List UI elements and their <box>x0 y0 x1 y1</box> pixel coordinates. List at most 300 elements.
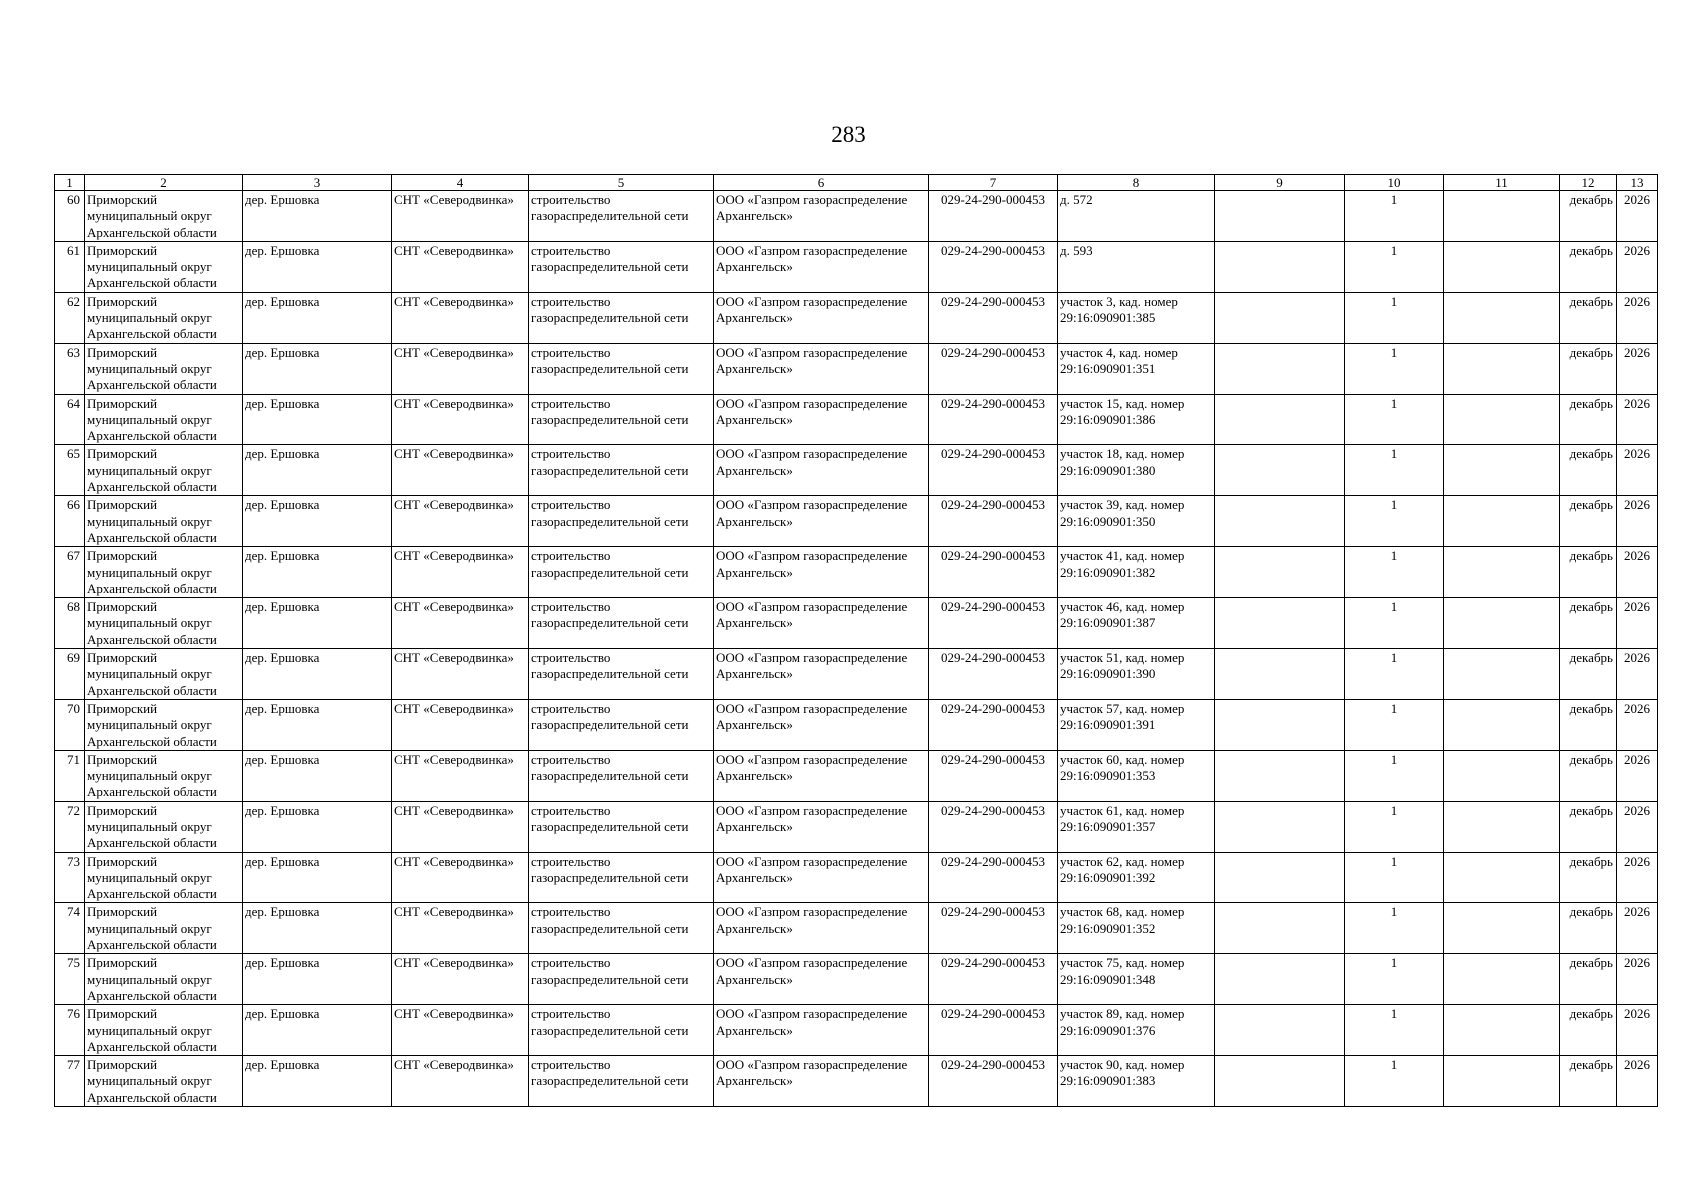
cell-municipality <box>85 292 243 343</box>
cell-address-line: 29:16:090901:348 <box>1060 971 1156 987</box>
cell-col9 <box>1215 903 1345 954</box>
cell-row-number: 66 <box>55 496 85 547</box>
cell-municipality <box>85 241 243 292</box>
cell-address <box>1058 343 1215 394</box>
cell-quantity: 1 <box>1345 1005 1444 1056</box>
register-table <box>54 174 1658 1107</box>
cell-month: декабрь <box>1560 1005 1617 1056</box>
cell-col9 <box>1215 496 1345 547</box>
cell-purpose <box>529 343 714 394</box>
cell-row-number: 73 <box>55 852 85 903</box>
cell-municipality-line: Приморский <box>87 650 158 666</box>
cell-settlement: дер. Ершовка <box>243 598 392 649</box>
cell-municipality-line: Архангельской области <box>87 937 217 953</box>
cell-organization-line: ООО «Газпром газораспределение <box>716 548 908 564</box>
cell-address-line: 29:16:090901:383 <box>1060 1073 1156 1089</box>
cell-municipality-line: муниципальный округ <box>87 259 212 275</box>
cell-settlement: дер. Ершовка <box>243 750 392 801</box>
cell-code: 029-24-290-000453 <box>929 750 1058 801</box>
cell-address-line: 29:16:090901:376 <box>1060 1022 1156 1038</box>
cell-year: 2026 <box>1617 598 1658 649</box>
cell-municipality-line: Архангельской области <box>87 479 217 495</box>
column-header-1: 1 <box>55 175 85 191</box>
column-header-13: 13 <box>1617 175 1658 191</box>
cell-col11 <box>1444 903 1560 954</box>
cell-municipality <box>85 496 243 547</box>
cell-col11 <box>1444 801 1560 852</box>
cell-organization <box>714 750 929 801</box>
cell-organization <box>714 1005 929 1056</box>
cell-code: 029-24-290-000453 <box>929 954 1058 1005</box>
cell-municipality-line: муниципальный округ <box>87 208 212 224</box>
cell-purpose-line: строительство <box>531 548 611 564</box>
cell-purpose <box>529 649 714 700</box>
cell-year: 2026 <box>1617 1005 1658 1056</box>
cell-address <box>1058 292 1215 343</box>
table-body <box>55 191 1658 1107</box>
cell-code: 029-24-290-000453 <box>929 547 1058 598</box>
cell-snt: СНТ «Северодвинка» <box>392 292 529 343</box>
cell-code: 029-24-290-000453 <box>929 292 1058 343</box>
cell-municipality-line: Приморский <box>87 344 158 360</box>
cell-col11 <box>1444 649 1560 700</box>
cell-year: 2026 <box>1617 394 1658 445</box>
cell-year: 2026 <box>1617 241 1658 292</box>
cell-organization-line: ООО «Газпром газораспределение <box>716 599 908 615</box>
cell-code: 029-24-290-000453 <box>929 852 1058 903</box>
cell-municipality-line: муниципальный округ <box>87 615 212 631</box>
cell-row-number: 76 <box>55 1005 85 1056</box>
cell-purpose-line: газораспределительной сети <box>531 615 689 631</box>
cell-municipality <box>85 598 243 649</box>
cell-address-line: участок 39, кад. номер <box>1060 497 1185 513</box>
cell-col11 <box>1444 547 1560 598</box>
cell-quantity: 1 <box>1345 496 1444 547</box>
cell-organization-line: Архангельск» <box>716 818 793 834</box>
cell-organization-line: Архангельск» <box>716 717 793 733</box>
cell-col11 <box>1444 1005 1560 1056</box>
cell-organization-line: ООО «Газпром газораспределение <box>716 344 908 360</box>
cell-address-line: участок 51, кад. номер <box>1060 650 1185 666</box>
cell-purpose-line: газораспределительной сети <box>531 818 689 834</box>
cell-purpose-line: строительство <box>531 700 611 716</box>
cell-quantity: 1 <box>1345 343 1444 394</box>
cell-purpose-line: строительство <box>531 1057 611 1073</box>
cell-municipality-line: муниципальный округ <box>87 411 212 427</box>
cell-municipality-line: Архангельской области <box>87 835 217 851</box>
cell-address <box>1058 394 1215 445</box>
cell-col9 <box>1215 445 1345 496</box>
cell-purpose-line: строительство <box>531 344 611 360</box>
cell-col11 <box>1444 598 1560 649</box>
cell-organization-line: ООО «Газпром газораспределение <box>716 293 908 309</box>
cell-municipality-line: Архангельской области <box>87 886 217 902</box>
cell-municipality-line: муниципальный округ <box>87 310 212 326</box>
cell-quantity: 1 <box>1345 445 1444 496</box>
cell-settlement: дер. Ершовка <box>243 649 392 700</box>
cell-code: 029-24-290-000453 <box>929 394 1058 445</box>
column-header-6: 6 <box>714 175 929 191</box>
table-header <box>55 175 1658 191</box>
column-header-10: 10 <box>1345 175 1444 191</box>
cell-municipality <box>85 954 243 1005</box>
cell-month: декабрь <box>1560 750 1617 801</box>
cell-organization <box>714 445 929 496</box>
column-header-8: 8 <box>1058 175 1215 191</box>
cell-code: 029-24-290-000453 <box>929 496 1058 547</box>
table-row <box>55 496 1658 547</box>
cell-purpose <box>529 699 714 750</box>
cell-year: 2026 <box>1617 954 1658 1005</box>
cell-settlement: дер. Ершовка <box>243 699 392 750</box>
table-row <box>55 954 1658 1005</box>
cell-quantity: 1 <box>1345 292 1444 343</box>
table-row <box>55 343 1658 394</box>
cell-col9 <box>1215 649 1345 700</box>
cell-organization-line: Архангельск» <box>716 259 793 275</box>
cell-municipality-line: Приморский <box>87 955 158 971</box>
cell-address <box>1058 598 1215 649</box>
cell-organization-line: Архангельск» <box>716 462 793 478</box>
cell-row-number: 71 <box>55 750 85 801</box>
cell-col9 <box>1215 801 1345 852</box>
cell-quantity: 1 <box>1345 547 1444 598</box>
cell-quantity: 1 <box>1345 954 1444 1005</box>
cell-col11 <box>1444 954 1560 1005</box>
cell-municipality-line: муниципальный округ <box>87 869 212 885</box>
cell-col9 <box>1215 241 1345 292</box>
cell-address-line: 29:16:090901:385 <box>1060 310 1156 326</box>
cell-quantity: 1 <box>1345 394 1444 445</box>
cell-purpose <box>529 954 714 1005</box>
cell-col9 <box>1215 699 1345 750</box>
cell-municipality-line: Приморский <box>87 700 158 716</box>
table-row <box>55 191 1658 242</box>
cell-snt: СНТ «Северодвинка» <box>392 801 529 852</box>
cell-municipality <box>85 649 243 700</box>
cell-snt: СНТ «Северодвинка» <box>392 394 529 445</box>
cell-quantity: 1 <box>1345 852 1444 903</box>
cell-col9 <box>1215 954 1345 1005</box>
cell-address <box>1058 954 1215 1005</box>
cell-quantity: 1 <box>1345 191 1444 242</box>
cell-organization-line: ООО «Газпром газораспределение <box>716 955 908 971</box>
cell-settlement: дер. Ершовка <box>243 394 392 445</box>
cell-quantity: 1 <box>1345 699 1444 750</box>
cell-address-line: 29:16:090901:351 <box>1060 360 1156 376</box>
cell-municipality-line: Архангельской области <box>87 529 217 545</box>
cell-snt: СНТ «Северодвинка» <box>392 1005 529 1056</box>
cell-organization-line: ООО «Газпром газораспределение <box>716 192 908 207</box>
cell-municipality-line: Приморский <box>87 395 158 411</box>
cell-col11 <box>1444 191 1560 242</box>
cell-municipality-line: Приморский <box>87 242 158 258</box>
cell-col11 <box>1444 343 1560 394</box>
cell-municipality-line: Архангельской области <box>87 224 217 240</box>
cell-quantity: 1 <box>1345 598 1444 649</box>
table-row <box>55 547 1658 598</box>
cell-organization-line: ООО «Газпром газораспределение <box>716 446 908 462</box>
cell-purpose-line: газораспределительной сети <box>531 666 689 682</box>
cell-col11 <box>1444 1056 1560 1107</box>
cell-municipality <box>85 1056 243 1107</box>
cell-municipality-line: Приморский <box>87 599 158 615</box>
cell-settlement: дер. Ершовка <box>243 191 392 242</box>
cell-col9 <box>1215 292 1345 343</box>
cell-snt: СНТ «Северодвинка» <box>392 343 529 394</box>
cell-address <box>1058 699 1215 750</box>
cell-col9 <box>1215 852 1345 903</box>
cell-organization <box>714 191 929 242</box>
cell-address <box>1058 1056 1215 1107</box>
cell-snt: СНТ «Северодвинка» <box>392 547 529 598</box>
cell-organization-line: ООО «Газпром газораспределение <box>716 650 908 666</box>
cell-year: 2026 <box>1617 801 1658 852</box>
cell-quantity: 1 <box>1345 241 1444 292</box>
cell-municipality <box>85 750 243 801</box>
cell-snt: СНТ «Северодвинка» <box>392 191 529 242</box>
cell-municipality <box>85 343 243 394</box>
cell-year: 2026 <box>1617 191 1658 242</box>
cell-organization-line: Архангельск» <box>716 310 793 326</box>
cell-address-line: 29:16:090901:390 <box>1060 666 1156 682</box>
cell-purpose-line: строительство <box>531 192 611 207</box>
cell-purpose-line: газораспределительной сети <box>531 208 689 224</box>
cell-address-line: участок 41, кад. номер <box>1060 548 1185 564</box>
cell-purpose-line: газораспределительной сети <box>531 462 689 478</box>
cell-col11 <box>1444 496 1560 547</box>
cell-organization-line: Архангельск» <box>716 513 793 529</box>
cell-purpose <box>529 394 714 445</box>
cell-month: декабрь <box>1560 649 1617 700</box>
cell-row-number: 67 <box>55 547 85 598</box>
table-row <box>55 699 1658 750</box>
cell-quantity: 1 <box>1345 750 1444 801</box>
cell-col11 <box>1444 750 1560 801</box>
cell-month: декабрь <box>1560 394 1617 445</box>
cell-municipality-line: Архангельской области <box>87 1038 217 1054</box>
cell-row-number: 74 <box>55 903 85 954</box>
cell-organization <box>714 699 929 750</box>
cell-year: 2026 <box>1617 292 1658 343</box>
cell-organization-line: ООО «Газпром газораспределение <box>716 853 908 869</box>
table-row <box>55 1056 1658 1107</box>
table-row <box>55 292 1658 343</box>
cell-address <box>1058 496 1215 547</box>
cell-organization <box>714 954 929 1005</box>
cell-address-line: участок 61, кад. номер <box>1060 802 1185 818</box>
cell-col11 <box>1444 699 1560 750</box>
cell-address-line: д. 593 <box>1060 242 1093 258</box>
cell-settlement: дер. Ершовка <box>243 852 392 903</box>
column-header-4: 4 <box>392 175 529 191</box>
cell-organization <box>714 903 929 954</box>
cell-row-number: 61 <box>55 241 85 292</box>
cell-purpose-line: строительство <box>531 802 611 818</box>
cell-month: декабрь <box>1560 547 1617 598</box>
cell-address-line: 29:16:090901:382 <box>1060 564 1156 580</box>
cell-snt: СНТ «Северодвинка» <box>392 1056 529 1107</box>
cell-municipality <box>85 852 243 903</box>
cell-purpose-line: газораспределительной сети <box>531 869 689 885</box>
cell-address-line: 29:16:090901:392 <box>1060 869 1156 885</box>
cell-address-line: участок 75, кад. номер <box>1060 955 1185 971</box>
cell-purpose-line: строительство <box>531 599 611 615</box>
cell-address-line: участок 60, кад. номер <box>1060 751 1185 767</box>
cell-address <box>1058 241 1215 292</box>
cell-snt: СНТ «Северодвинка» <box>392 649 529 700</box>
cell-purpose-line: газораспределительной сети <box>531 1073 689 1089</box>
cell-col9 <box>1215 750 1345 801</box>
cell-organization-line: Архангельск» <box>716 208 793 224</box>
cell-col11 <box>1444 852 1560 903</box>
cell-purpose <box>529 191 714 242</box>
cell-month: декабрь <box>1560 801 1617 852</box>
cell-municipality <box>85 699 243 750</box>
cell-snt: СНТ «Северодвинка» <box>392 496 529 547</box>
cell-address-line: участок 90, кад. номер <box>1060 1057 1185 1073</box>
cell-snt: СНТ «Северодвинка» <box>392 750 529 801</box>
cell-address-line: участок 15, кад. номер <box>1060 395 1185 411</box>
cell-address-line: 29:16:090901:386 <box>1060 411 1156 427</box>
cell-month: декабрь <box>1560 903 1617 954</box>
cell-purpose <box>529 445 714 496</box>
cell-code: 029-24-290-000453 <box>929 1056 1058 1107</box>
cell-purpose-line: строительство <box>531 446 611 462</box>
cell-month: декабрь <box>1560 699 1617 750</box>
cell-purpose-line: строительство <box>531 395 611 411</box>
cell-col9 <box>1215 1056 1345 1107</box>
cell-municipality-line: муниципальный округ <box>87 666 212 682</box>
cell-row-number: 60 <box>55 191 85 242</box>
cell-organization-line: Архангельск» <box>716 920 793 936</box>
cell-row-number: 62 <box>55 292 85 343</box>
cell-organization <box>714 547 929 598</box>
table-row <box>55 750 1658 801</box>
column-header-12: 12 <box>1560 175 1617 191</box>
cell-organization-line: ООО «Газпром газораспределение <box>716 497 908 513</box>
cell-municipality-line: муниципальный округ <box>87 513 212 529</box>
cell-month: декабрь <box>1560 1056 1617 1107</box>
column-header-2: 2 <box>85 175 243 191</box>
cell-municipality-line: муниципальный округ <box>87 768 212 784</box>
cell-municipality-line: Архангельской области <box>87 275 217 291</box>
cell-organization <box>714 241 929 292</box>
cell-municipality-line: Приморский <box>87 192 158 207</box>
cell-municipality-line: Приморский <box>87 904 158 920</box>
cell-col11 <box>1444 394 1560 445</box>
cell-municipality-line: муниципальный округ <box>87 920 212 936</box>
cell-year: 2026 <box>1617 903 1658 954</box>
cell-purpose-line: строительство <box>531 904 611 920</box>
cell-municipality-line: Приморский <box>87 802 158 818</box>
cell-address <box>1058 191 1215 242</box>
header-row <box>55 175 1658 191</box>
cell-col9 <box>1215 1005 1345 1056</box>
column-header-11: 11 <box>1444 175 1560 191</box>
cell-municipality-line: Архангельской области <box>87 428 217 444</box>
cell-row-number: 64 <box>55 394 85 445</box>
cell-month: декабрь <box>1560 292 1617 343</box>
cell-col9 <box>1215 547 1345 598</box>
cell-year: 2026 <box>1617 1056 1658 1107</box>
cell-organization-line: ООО «Газпром газораспределение <box>716 242 908 258</box>
cell-organization-line: Архангельск» <box>716 564 793 580</box>
cell-month: декабрь <box>1560 191 1617 242</box>
cell-purpose-line: строительство <box>531 497 611 513</box>
table-row <box>55 801 1658 852</box>
cell-address-line: участок 18, кад. номер <box>1060 446 1185 462</box>
cell-purpose-line: строительство <box>531 955 611 971</box>
cell-address <box>1058 445 1215 496</box>
cell-settlement: дер. Ершовка <box>243 496 392 547</box>
cell-settlement: дер. Ершовка <box>243 903 392 954</box>
cell-municipality-line: Архангельской области <box>87 377 217 393</box>
cell-organization <box>714 496 929 547</box>
table-row <box>55 903 1658 954</box>
cell-organization-line: ООО «Газпром газораспределение <box>716 904 908 920</box>
cell-address-line: 29:16:090901:380 <box>1060 462 1156 478</box>
cell-settlement: дер. Ершовка <box>243 954 392 1005</box>
cell-address <box>1058 750 1215 801</box>
cell-year: 2026 <box>1617 699 1658 750</box>
cell-purpose <box>529 1005 714 1056</box>
cell-col9 <box>1215 191 1345 242</box>
cell-address <box>1058 547 1215 598</box>
cell-code: 029-24-290-000453 <box>929 343 1058 394</box>
cell-purpose-line: строительство <box>531 242 611 258</box>
cell-col9 <box>1215 598 1345 649</box>
cell-snt: СНТ «Северодвинка» <box>392 445 529 496</box>
cell-organization-line: Архангельск» <box>716 360 793 376</box>
cell-code: 029-24-290-000453 <box>929 445 1058 496</box>
cell-municipality-line: Приморский <box>87 1057 158 1073</box>
cell-municipality-line: Архангельской области <box>87 733 217 749</box>
cell-purpose <box>529 750 714 801</box>
cell-purpose-line: строительство <box>531 751 611 767</box>
cell-municipality-line: муниципальный округ <box>87 717 212 733</box>
cell-municipality-line: Архангельской области <box>87 631 217 647</box>
cell-municipality-line: Приморский <box>87 497 158 513</box>
cell-municipality-line: муниципальный округ <box>87 1073 212 1089</box>
cell-municipality <box>85 394 243 445</box>
cell-row-number: 63 <box>55 343 85 394</box>
cell-settlement: дер. Ершовка <box>243 445 392 496</box>
cell-municipality-line: Архангельской области <box>87 784 217 800</box>
cell-organization-line: Архангельск» <box>716 411 793 427</box>
cell-address-line: 29:16:090901:353 <box>1060 768 1156 784</box>
cell-organization <box>714 292 929 343</box>
cell-municipality <box>85 191 243 242</box>
cell-col11 <box>1444 292 1560 343</box>
cell-municipality <box>85 801 243 852</box>
cell-quantity: 1 <box>1345 801 1444 852</box>
cell-year: 2026 <box>1617 649 1658 700</box>
cell-organization-line: ООО «Газпром газораспределение <box>716 1006 908 1022</box>
cell-municipality-line: Архангельской области <box>87 987 217 1003</box>
cell-organization-line: Архангельск» <box>716 1022 793 1038</box>
column-header-5: 5 <box>529 175 714 191</box>
cell-purpose-line: газораспределительной сети <box>531 717 689 733</box>
cell-year: 2026 <box>1617 445 1658 496</box>
cell-municipality-line: Архангельской области <box>87 682 217 698</box>
cell-organization <box>714 1056 929 1107</box>
cell-organization <box>714 598 929 649</box>
cell-purpose-line: газораспределительной сети <box>531 920 689 936</box>
cell-municipality-line: Приморский <box>87 1006 158 1022</box>
cell-row-number: 68 <box>55 598 85 649</box>
table-row <box>55 1005 1658 1056</box>
